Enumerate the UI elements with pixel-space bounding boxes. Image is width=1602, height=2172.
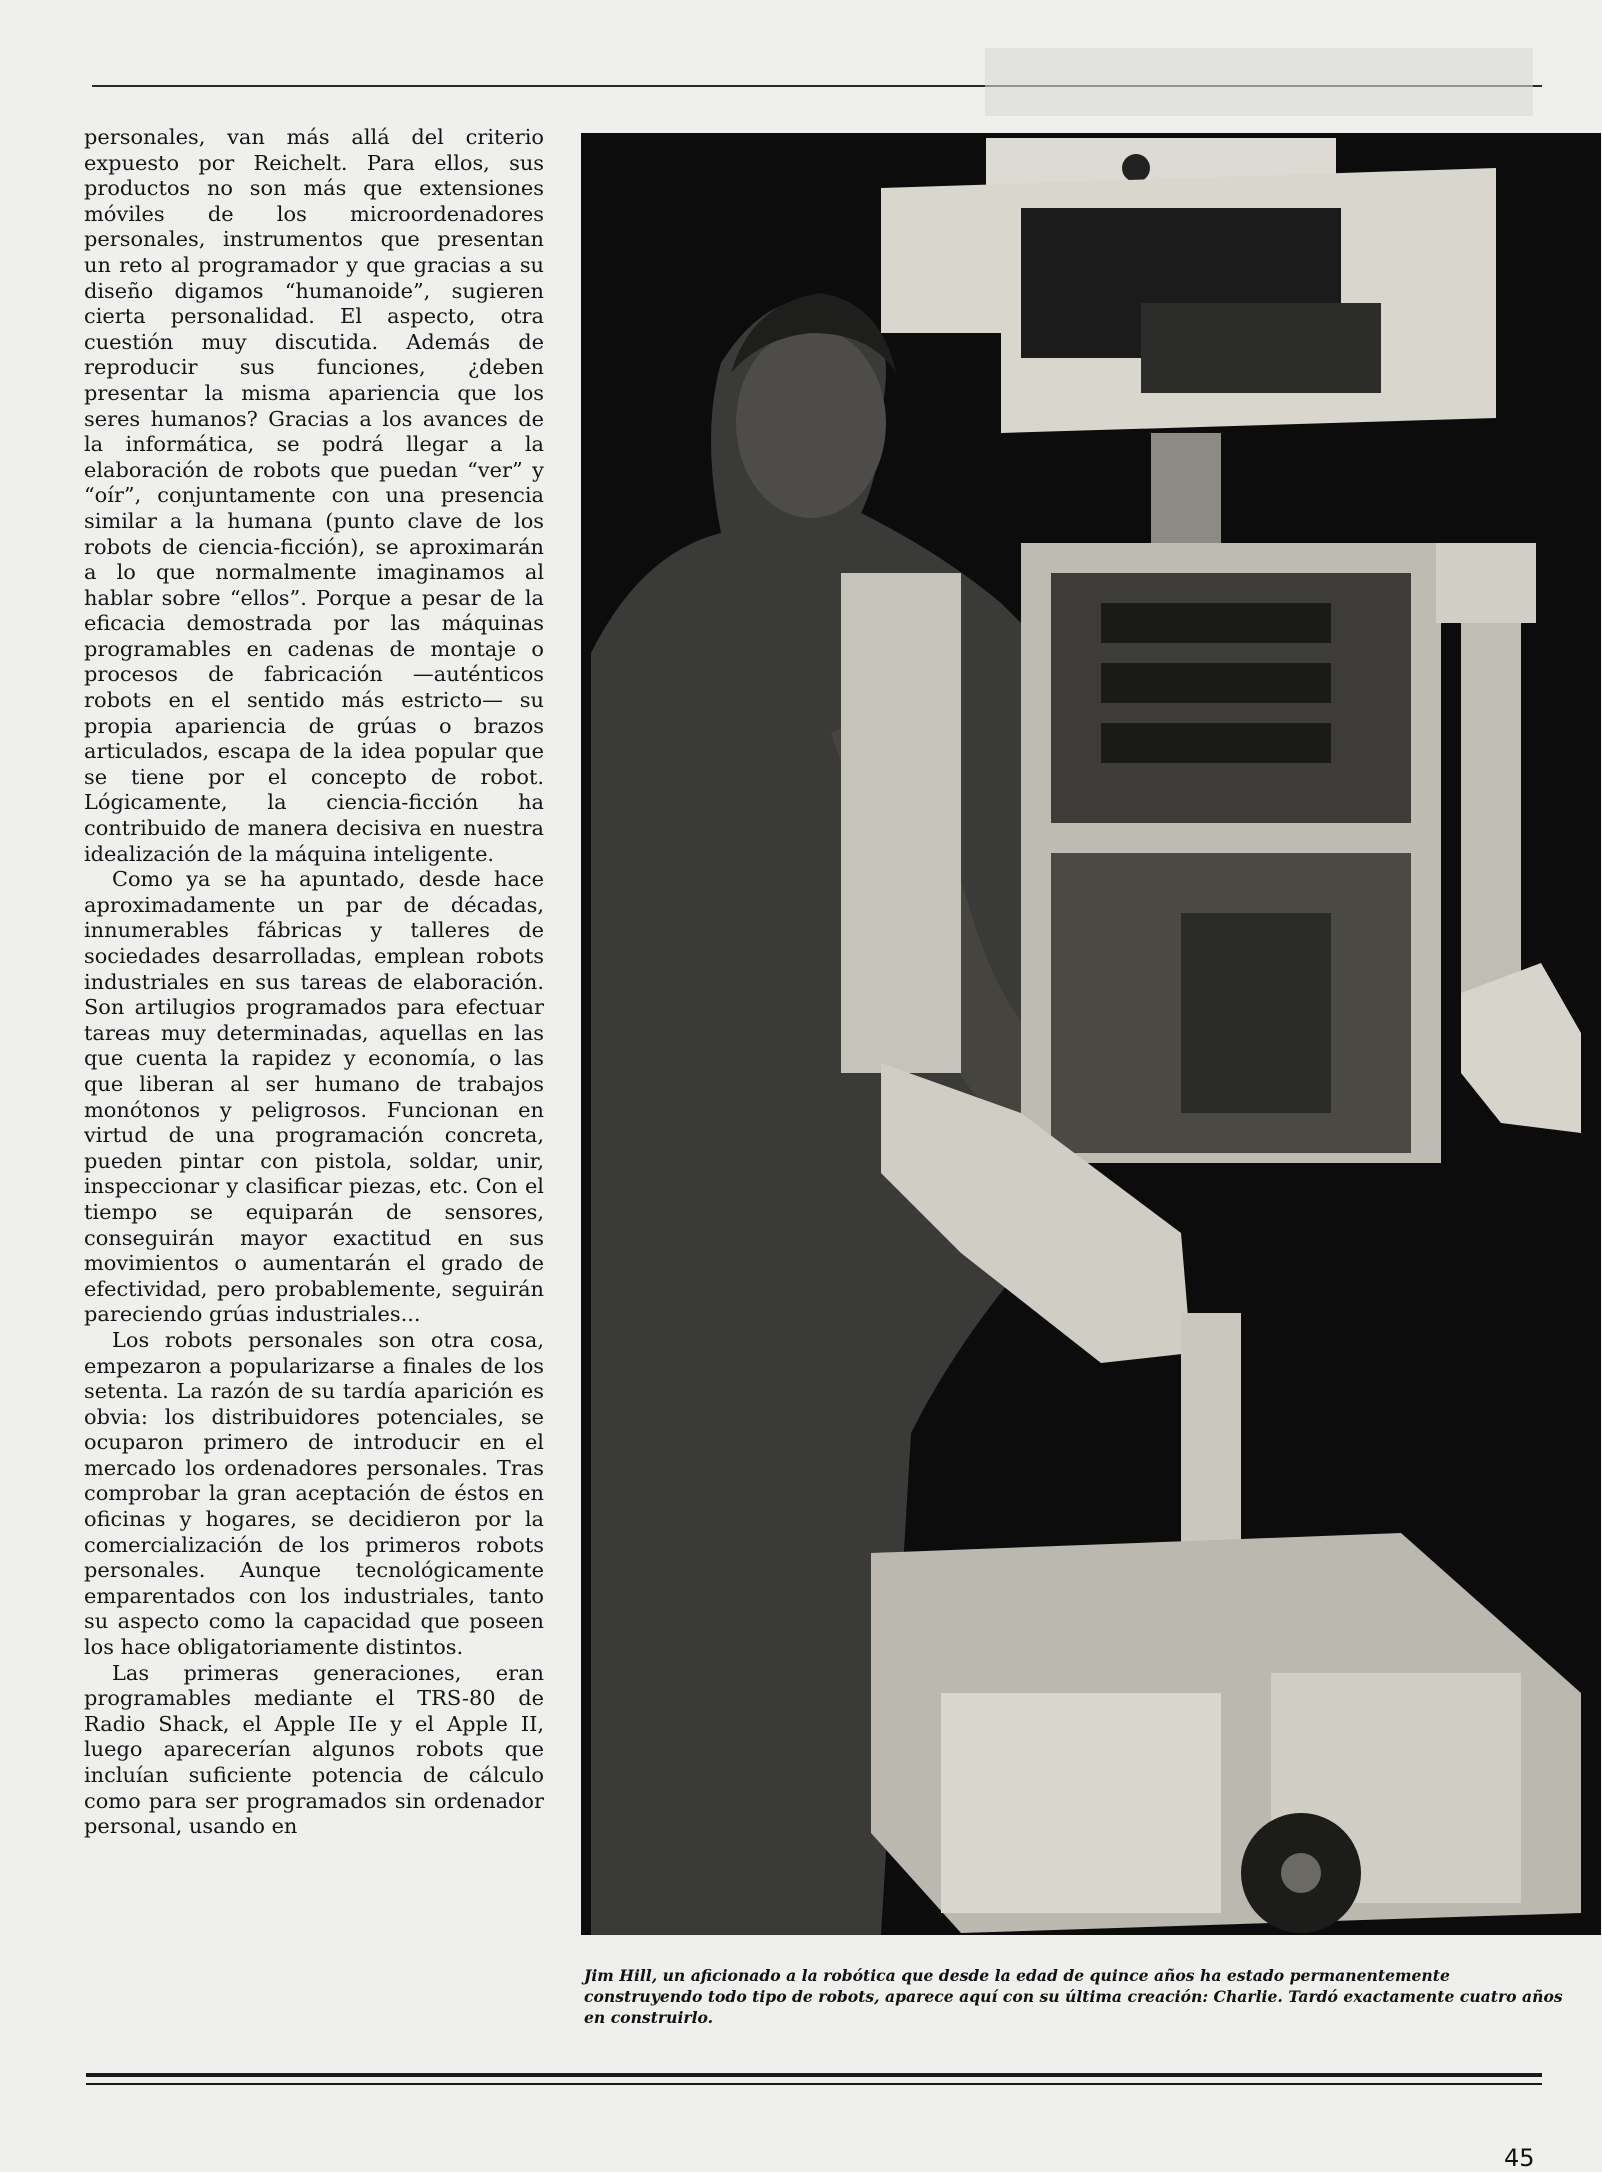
article-column (84, 125, 544, 2040)
robot-post (1181, 1313, 1241, 1573)
article-paragraph-4: Las primeras generaciones, eran programables mediante el TRS-80 de Radio Shack, el Apple IIe y el Apple II, luego aparecerían algunos robots que incluían suficiente potencia de cálculo como para ser programados sin ordenador personal, usando en (84, 1660, 544, 1839)
page-number: 45 (1504, 2144, 1535, 2172)
footer-rule-thin (86, 2083, 1542, 2085)
article-paragraph-2: Como ya se ha apuntado, desde hace aproximadamente un par de décadas, innumerables fábricas y talleres de sociedades desarrolladas, emplean robots industriales en sus tareas de elaboración. Son artilugios programados para efectuar tareas muy determinadas, aquellas en las que cuenta la rapidez y economía, o las que liberan al ser humano de trabajos monótonos y peligrosos. Funcionan en virtud de una programación concreta, pueden pintar con pistola, soldar, unir, inspeccionar y clasificar piezas, etc. Con el tiempo se equiparán de sensores, conseguirán mayor exactitud en sus movimientos o aumentarán el grado de efectividad, pero probablemente, seguirán pareciendo grúas industriales... (84, 867, 544, 1327)
robot-photo-illustration (581, 133, 1601, 1935)
footer-rule (86, 2073, 1542, 2077)
robot-right-arm (1436, 543, 1536, 623)
man-head (736, 328, 886, 518)
header-show-through (985, 48, 1533, 116)
article-paragraph-3: Los robots personales son otra cosa, empezaron a popularizarse a finales de los setenta. La razón de su tardía aparición es obvia: los distribuidores potenciales, se ocuparon primero de introducir en el mercado los ordenadores personales. Tras comprobar la gran aceptación de éstos en oficinas y hogares, se decidieron por la comercialización de los primeros robots personales. Aunque tecnológicamente emparentados con los industriales, tanto su aspecto como la capacidad que poseen los hace obligatoriamente distintos. (84, 1327, 544, 1660)
robot-left-arm (841, 573, 961, 1073)
robot-photo (581, 133, 1601, 1935)
article-paragraph-1: personales, van más allá del criterio expuesto por Reichelt. Para ellos, sus productos no son más que extensiones móviles de los microordenadores personales, instrumentos que presentan un reto al programador y que gracias a su diseño digamos “humanoide”, sugieren cierta personalidad. El aspecto, otra cuestión muy discutida. Además de reproducir sus funciones, ¿deben presentar la misma apariencia que los seres humanos? Gracias a los avances de la informática, se podrá llegar a la elaboración de robots que puedan “ver” y “oír”, conjuntamente con una presencia similar a la humana (punto clave de los robots de ciencia-ficción), se aproximarán a lo que normalmente imaginamos al hablar sobre “ellos”. Porque a pesar de la eficacia demostrada por las máquinas programables en cadenas de montaje o procesos de fabricación —auténticos robots en el sentido más estricto— su propia apariencia de grúas o brazos articulados, escapa de la idea popular que se tiene por el concepto de robot. Lógicamente, la ciencia-ficción ha contribuido de manera decisiva en nuestra idealización de la máquina inteligente. (84, 125, 544, 866)
photo-caption: Jim Hill, un aficionado a la robótica que desde la edad de quince años ha estado permanentemente construyendo todo tipo de robots, aparece aquí con su última creación: Charlie. Tardó exactamente cuatro años en construirlo. (584, 1966, 1563, 2027)
